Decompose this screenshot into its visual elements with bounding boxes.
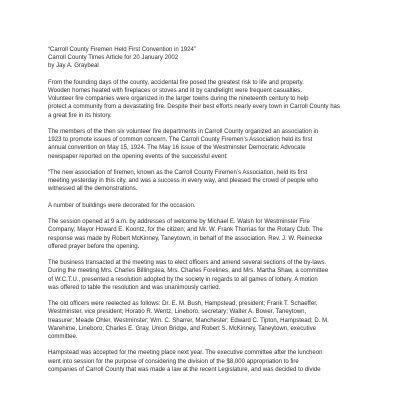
- paragraph-line: treasurer; Meade Ohler, Westminster; Wm. C. Sharrer, Manchester; Edward C. Tipton, Hampstead; D. M.: [48, 317, 329, 324]
- paragraph-line: “The new association of firemen, known as the Carroll County Firemen’s Association, held its first: [48, 170, 308, 176]
- paragraph-line: The business transacted at the meeting was to elect officers and amend several sections of the by-laws.: [48, 260, 327, 267]
- paragraph: [48, 218, 374, 251]
- paragraph-line: a great fire in its history.: [48, 112, 112, 119]
- paragraph-line: response was made by Robert McKinney, Taneytown, in behalf of the association. Rev. J. W. Reinecke: [48, 235, 323, 242]
- paragraph-line: Company; Mayor Howard E. Koontz, for the citizen; and Mr. W. Frank Thomas for the Rotary Club. The: [48, 227, 323, 234]
- paragraph-line: Warehime, Lineboro; Charles E. Gray, Union Bridge, and Robert S. McKinney, Taneytown, executive: [48, 325, 316, 332]
- paragraph-line: The session opened at 9 a.m. by addresses of welcome by Michael E. Walsh for Westminster Fire: [48, 219, 310, 226]
- paragraph-line: Wooden homes heated with fireplaces or stoves and lit by candlelight were frequent casualties.: [48, 88, 303, 94]
- paragraph-quote: [48, 169, 374, 194]
- document-body: [48, 46, 374, 382]
- article-author: by Jay A. Graybeal: [48, 63, 99, 70]
- paragraph-line: annual convention on May 15, 1924. The May 16 issue of the Westminster Democratic Advocate: [48, 145, 306, 152]
- paragraph-line: The old officers were reelected as follows: Dr. E. M. Bush, Hampstead, president; Frank T. Schaeffer,: [48, 301, 318, 308]
- paragraph-line: protect a community from a devastating fire. Despite their best efforts nearly every town in Carroll County has: [48, 104, 340, 111]
- paragraph: [48, 259, 374, 292]
- article-heading: [48, 46, 374, 71]
- paragraph-line: witnessed all the demonstrations.: [48, 186, 138, 193]
- paragraph-line: During the meeting Mrs. Charles Billingslea, Mrs. Charles Forelines, and Mrs. Martha Shaw, a committee: [48, 268, 329, 275]
- paragraph-line: was offered to table the resolution and was unanimously carried.: [48, 284, 221, 291]
- paragraph-line: A number of buildings were decorated for the occasion.: [48, 202, 196, 209]
- paragraph-line: meeting yesterday in this city, and was a success in every way, and pleased the crowd of people who: [48, 178, 319, 185]
- paragraph-line: The members of the then six volunteer fire departments in Carroll County organized an association in: [48, 129, 319, 135]
- paragraph-line: newspaper reported on the opening events of the successful event:: [48, 153, 228, 160]
- paragraph-line: Hampstead was accepted for the meeting place next year. The executive committee after the luncheon: [48, 350, 323, 357]
- paragraph-line: offered prayer before the opening.: [48, 243, 140, 250]
- article-source: Carroll County Times Article for 20 January 2002: [48, 55, 179, 62]
- paragraph-line: companies of Carroll County that was made a law at the recent Legislature, and was decided to divide: [48, 366, 321, 373]
- paragraph-line: 1923 to promote issues of common concern. The Carroll County Firemen’s Association held its first: [48, 137, 313, 144]
- paragraph-line: committee.: [48, 334, 78, 340]
- paragraph: [48, 300, 374, 341]
- paragraph: [48, 128, 374, 161]
- paragraph-line: Westminster, vice president; Horatio R. Wentz, Lineboro, secretary; Walter A. Bower, Taneytown,: [48, 309, 307, 316]
- paragraph-line: of W.C.T.U., presented a resolution adopted by the society in regards to all games of lottery. A motion: [48, 276, 318, 283]
- paragraph: [48, 202, 374, 210]
- article-title: “Carroll County Firemen Held First Convention in 1924”: [48, 47, 196, 53]
- paragraph: [48, 79, 374, 120]
- paragraph: [48, 349, 374, 374]
- paragraph-line: went into session for the purpose of considering the division of the $8,000 appropriation to fire: [48, 358, 299, 365]
- paragraph-line: Volunteer fire companies were organized in the larger towns during the nineteenth century to help: [48, 96, 309, 103]
- paragraph-line: From the founding days of the county, accidental fire posed the greatest risk to life and property.: [48, 79, 304, 86]
